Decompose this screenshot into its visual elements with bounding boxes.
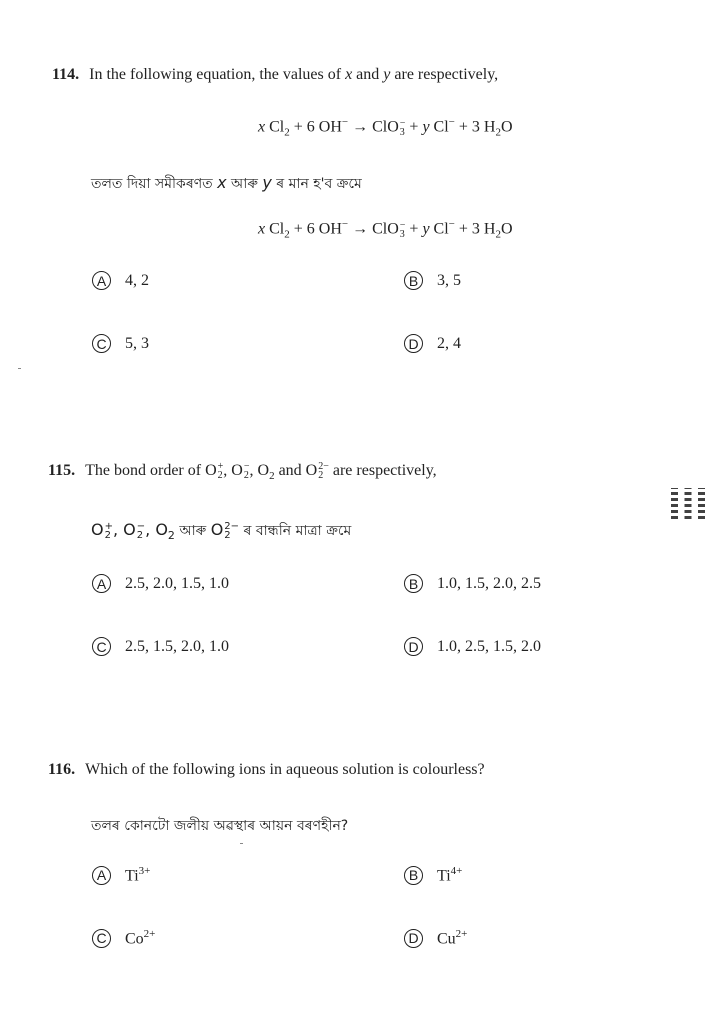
option-letter: D <box>404 334 423 353</box>
option-letter: A <box>92 574 111 593</box>
question-text-assamese: O + 2 , O − 2 , $O_2$ আৰু O 2− 2 ৰ বান্ধনি মাত্ৰা ক্ৰমে <box>91 520 352 543</box>
equation-assamese: x $Cl_2 + 6$ OH− → ClO − 3 + y Cl− + 3 $H_2O$ <box>258 218 513 241</box>
option-115-c[interactable] <box>92 637 229 656</box>
option-letter: A <box>92 866 111 885</box>
question-number: 115. <box>48 462 76 479</box>
option-value: 1.0, 1.5, 2.0, 2.5 <box>437 574 541 592</box>
question-text-assamese: তলত দিয়া সমীকৰণত x আৰু y ৰ মান হ'ব ক্ৰমে <box>91 173 362 192</box>
option-value: 2.5, 2.0, 1.5, 1.0 <box>125 574 229 592</box>
option-letter: B <box>404 574 423 593</box>
option-116-a[interactable] <box>92 865 150 885</box>
option-value: 4, 2 <box>125 271 149 289</box>
option-letter: C <box>92 334 111 353</box>
option-116-b[interactable] <box>404 865 462 885</box>
question-text-assamese: তলৰ কোনটো জলীয় অৱস্থাৰ আয়ন বৰণহীন? <box>91 818 349 834</box>
option-letter: B <box>404 866 423 885</box>
option-114-a[interactable] <box>92 271 149 290</box>
question-116 <box>48 761 485 779</box>
option-value: $Co^{2+}$ <box>125 928 156 948</box>
scan-speck <box>240 843 243 844</box>
option-value: 2, 4 <box>437 334 461 352</box>
option-115-a[interactable] <box>92 574 229 593</box>
option-value: 3, 5 <box>437 271 461 289</box>
question-number: 114. <box>52 66 80 83</box>
option-value: 1.0, 2.5, 1.5, 2.0 <box>437 637 541 655</box>
option-116-d[interactable] <box>404 928 467 948</box>
option-114-b[interactable] <box>404 271 461 290</box>
option-letter: B <box>404 271 423 290</box>
option-value: $Ti^{3+}$ <box>125 865 151 885</box>
option-114-c[interactable] <box>92 334 149 353</box>
option-value: 5, 3 <box>125 334 149 352</box>
question-text: The bond order of O + 2 , O − 2 , $O_2$ and O 2− 2 are respectively, <box>85 461 437 483</box>
question-114 <box>52 66 498 84</box>
option-letter: A <box>92 271 111 290</box>
option-value: $Cu^{2+}$ <box>437 928 468 948</box>
question-number: 116. <box>48 761 76 778</box>
option-114-d[interactable] <box>404 334 461 353</box>
option-116-c[interactable] <box>92 928 155 948</box>
equation-english: x $Cl_2 + 6$ OH− → ClO − 3 + y Cl− + 3 $H_2O$ <box>258 116 513 139</box>
option-115-d[interactable] <box>404 637 541 656</box>
option-115-b[interactable] <box>404 574 541 593</box>
option-letter: D <box>404 637 423 656</box>
option-value: 2.5, 1.5, 2.0, 1.0 <box>125 637 229 655</box>
qr-code <box>671 488 705 522</box>
option-value: $Ti^{4+}$ <box>437 865 463 885</box>
question-text: In the following equation, the values of x and y are respectively, <box>89 66 499 83</box>
question-text: Which of the following ions in aqueous solution is colourless? <box>85 761 485 778</box>
option-letter: C <box>92 929 111 948</box>
option-letter: D <box>404 929 423 948</box>
scan-speck <box>18 368 21 369</box>
option-letter: C <box>92 637 111 656</box>
question-115 <box>48 462 437 482</box>
